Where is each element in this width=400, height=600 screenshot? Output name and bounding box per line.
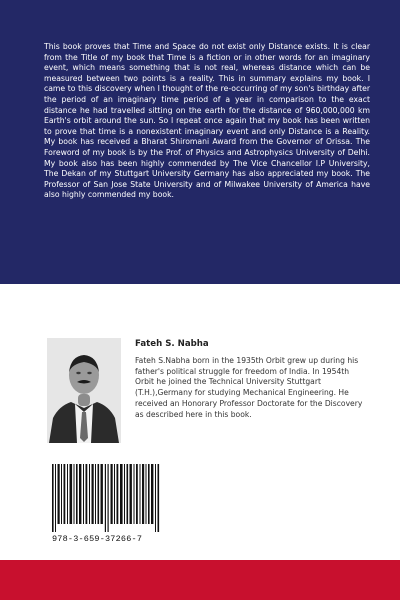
barcode-image xyxy=(52,464,162,532)
author-name: Fateh S. Nabha xyxy=(135,339,209,349)
author-photo-image xyxy=(47,338,121,443)
bottom-color-stripe xyxy=(0,560,400,600)
isbn-barcode xyxy=(40,460,160,546)
isbn-number: 978-3-659-37266-7 xyxy=(52,534,143,544)
author-photo xyxy=(47,338,121,443)
author-bio: Fateh S.Nabha born in the 1935th Orbit grew up during his father's political struggle for freedom of India. In 1954th Orbit he joined the Technical University Stuttgart (T.H.),Germany for studying Mechanical Engineering. He received an Honorary Professor Doctorate for the Discovery as described here in this book. xyxy=(135,356,363,419)
book-blurb: This book proves that Time and Space do not exist only Distance exists. It is clear from the Title of my book that Time is a fiction or in other words for an imaginary event, which means something that is not real, whereas distance which can be measured between two points is a reality. This in summary explains my book. I came to this discovery when I thought of the re-occurring of my son's birthday after the period of an imaginary time period of a year in comparison to the exact distance he had travelled sitting on the earth for the distance of 960,000,000 km Earth's orbit around the sun. So I repeat once again that my book has been written to prove that time is a nonexistent imaginary event and only Distance is a Reality. My book has received a Bharat Shiromani Award from the Governor of Orissa. The Foreword of my book is by the Prof. of Physics and Astrophysics University of Delhi. My book also has been highly commended by The Vice Chancellor I.P University, The Dekan of my Stuttgart University Germany has also appreciated my book. The Professor of San Jose State University and of Milwakee University of America have also highly commended my book. xyxy=(44,42,370,200)
blurb-panel xyxy=(0,0,400,284)
